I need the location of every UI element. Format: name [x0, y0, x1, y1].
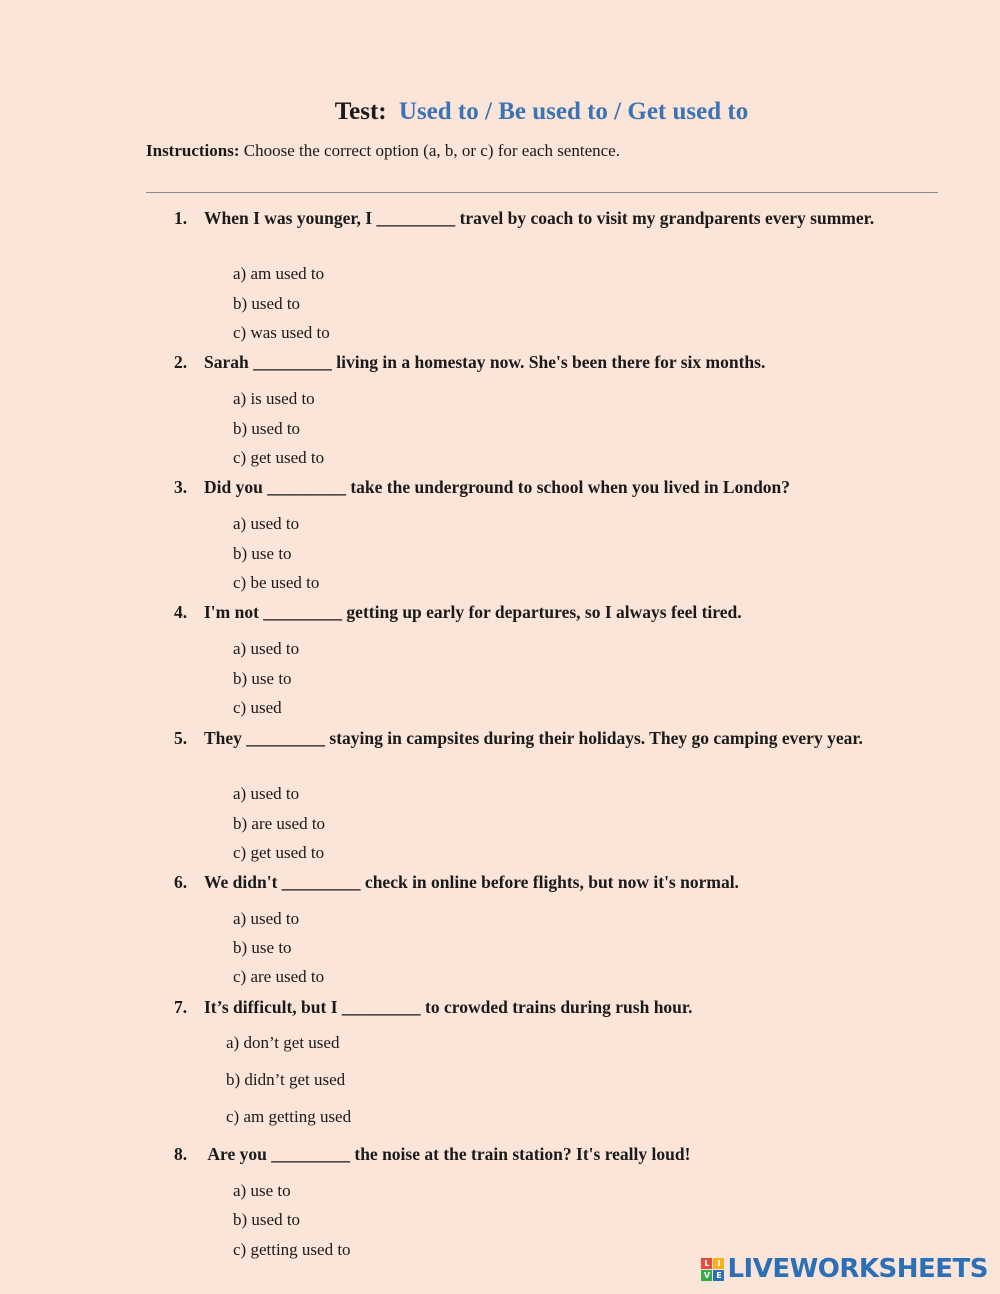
badge-letter: V	[701, 1270, 712, 1281]
question-number: 8.	[174, 1144, 188, 1164]
question-4	[174, 602, 938, 622]
option-8a[interactable]: a) use to	[233, 1181, 291, 1200]
option-7c[interactable]: c) am getting used	[226, 1107, 352, 1126]
question-text: When I was younger, I _________ travel by coach to visit my grandparents every summer.	[204, 208, 875, 228]
option-6b[interactable]: b) use to	[233, 938, 292, 957]
question-text: Sarah _________ living in a homestay now. She's been there for six months.	[204, 352, 766, 372]
option-7b[interactable]: b) didn’t get used	[226, 1070, 346, 1089]
question-6	[174, 872, 938, 892]
page-title	[0, 98, 1000, 126]
liveworksheets-logo[interactable]	[701, 1256, 988, 1282]
question-text: Are you _________ the noise at the train station? It's really loud!	[204, 1144, 691, 1164]
question-5	[174, 728, 938, 748]
question-text: They _________ staying in campsites during their holidays. They go camping every year.	[204, 728, 863, 748]
option-8c[interactable]: c) getting used to	[233, 1240, 351, 1259]
question-number: 5.	[174, 728, 188, 748]
divider	[146, 192, 938, 193]
option-1b[interactable]: b) used to	[233, 294, 301, 313]
option-3c[interactable]: c) be used to	[233, 573, 320, 592]
option-4c[interactable]: c) used	[233, 698, 282, 717]
question-text: It’s difficult, but I _________ to crowded trains during rush hour.	[204, 997, 693, 1017]
instructions-text: Choose the correct option (a, b, or c) for each sentence.	[239, 141, 620, 160]
question-number: 2.	[174, 352, 188, 372]
live-badge-icon	[701, 1258, 724, 1281]
title-topic: Used to / Be used to / Get used to	[398, 98, 749, 125]
instructions	[146, 141, 620, 161]
wordmark: LIVEWORKSHEETS	[727, 1254, 988, 1284]
option-1a[interactable]: a) am used to	[233, 264, 325, 283]
option-3b[interactable]: b) use to	[233, 544, 292, 563]
question-number: 1.	[174, 208, 188, 228]
question-text: I'm not _________ getting up early for departures, so I always feel tired.	[204, 602, 742, 622]
option-5a[interactable]: a) used to	[233, 784, 300, 803]
option-5c[interactable]: c) get used to	[233, 843, 325, 862]
option-4b[interactable]: b) use to	[233, 669, 292, 688]
option-1c[interactable]: c) was used to	[233, 323, 330, 342]
option-5b[interactable]: b) are used to	[233, 814, 326, 833]
option-6c[interactable]: c) are used to	[233, 967, 325, 986]
question-2	[174, 352, 938, 372]
badge-letter: I	[713, 1258, 724, 1269]
question-7	[174, 997, 938, 1017]
option-7a[interactable]: a) don’t get used	[226, 1033, 340, 1052]
badge-letter: L	[701, 1258, 712, 1269]
title-lead: Test:	[334, 98, 387, 125]
option-8b[interactable]: b) used to	[233, 1210, 301, 1229]
question-text: We didn't _________ check in online before flights, but now it's normal.	[204, 872, 739, 892]
option-6a[interactable]: a) used to	[233, 909, 300, 928]
question-8	[174, 1144, 938, 1164]
option-2b[interactable]: b) used to	[233, 419, 301, 438]
question-number: 6.	[174, 872, 188, 892]
question-1	[174, 208, 938, 228]
badge-letter: E	[713, 1270, 724, 1281]
option-3a[interactable]: a) used to	[233, 514, 300, 533]
option-4a[interactable]: a) used to	[233, 639, 300, 658]
instructions-label: Instructions:	[146, 141, 240, 160]
question-number: 7.	[174, 997, 188, 1017]
option-2a[interactable]: a) is used to	[233, 389, 315, 408]
question-text: Did you _________ take the underground to school when you lived in London?	[204, 477, 791, 497]
question-number: 4.	[174, 602, 188, 622]
question-number: 3.	[174, 477, 188, 497]
question-3	[174, 477, 938, 497]
option-2c[interactable]: c) get used to	[233, 448, 325, 467]
